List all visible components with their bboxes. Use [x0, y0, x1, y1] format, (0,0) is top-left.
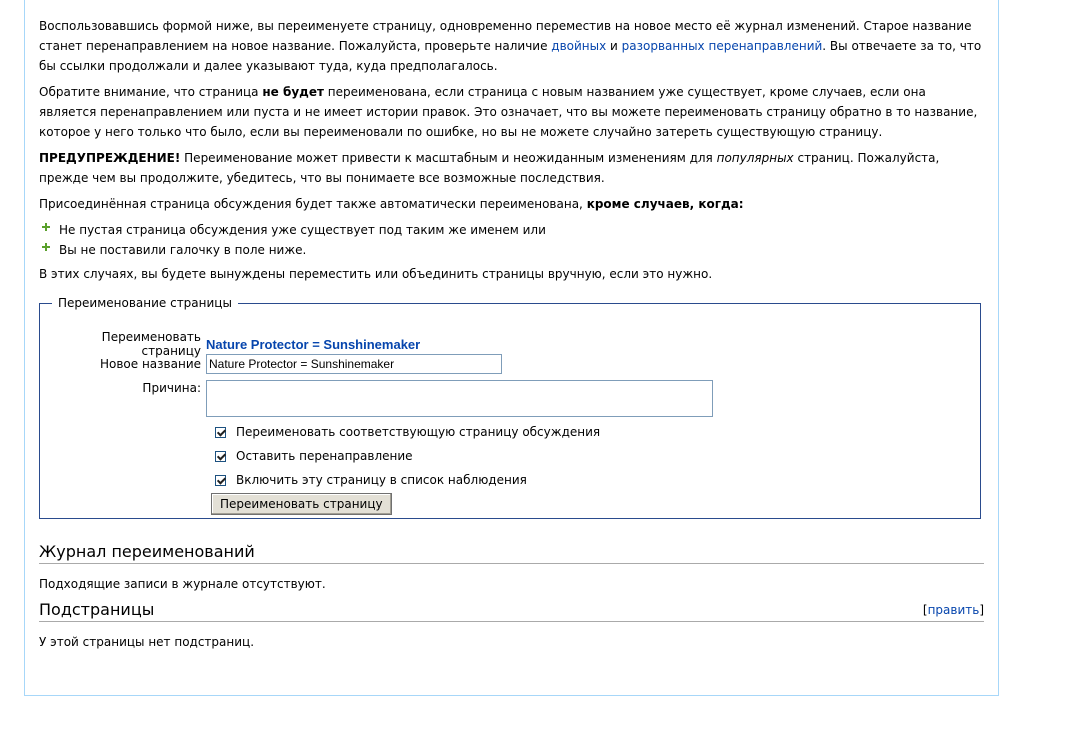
intro-text: и	[606, 39, 622, 53]
rename-talk-checkbox[interactable]	[215, 427, 226, 438]
rename-talk-checkbox-label[interactable]: Переименовать соответствующую страницу обсуждения	[236, 425, 601, 439]
warning-label: ПРЕДУПРЕЖДЕНИЕ!	[39, 151, 181, 165]
leave-redirect-checkbox-label[interactable]: Оставить перенаправление	[236, 449, 413, 463]
list-item	[39, 240, 984, 260]
intro-text: Обратите внимание, что страница	[39, 85, 263, 99]
content-border-bottom	[24, 695, 999, 696]
main-content	[39, 16, 984, 658]
current-page-link[interactable]: Nature Protector = Sunshinemaker	[206, 336, 421, 352]
reason-label: Причина:	[142, 381, 201, 395]
watch-checkbox[interactable]	[215, 475, 226, 486]
plus-bullet-icon	[42, 243, 50, 251]
rename-form	[39, 296, 981, 519]
double-redirects-link[interactable]: двойных	[551, 39, 607, 53]
list-item-text: Вы не поставили галочку в поле ниже.	[59, 243, 307, 257]
edit-section-link[interactable]: править	[927, 603, 980, 617]
intro-bold: кроме случаев, когда:	[586, 197, 744, 211]
content-border-right	[998, 0, 999, 696]
new-title-row	[40, 354, 502, 374]
watch-checkbox-row	[215, 473, 527, 487]
reason-textarea[interactable]	[206, 380, 713, 417]
intro-italic: популярных	[716, 151, 794, 165]
leave-redirect-checkbox[interactable]	[215, 451, 226, 462]
list-item	[39, 220, 984, 240]
intro-paragraph-2	[39, 82, 984, 142]
broken-redirects-link[interactable]: разорванных перенаправлений	[621, 39, 823, 53]
intro-bold: не будет	[262, 85, 324, 99]
leave-redirect-checkbox-row	[215, 449, 413, 463]
rename-page-button[interactable]: Переименовать страницу	[211, 493, 392, 515]
plus-bullet-icon	[42, 223, 50, 231]
intro-text: страниц. Пожалуйста, прежде чем вы продолжите, убедитесь, что вы понимаете все возможные последствия.	[39, 151, 940, 185]
edit-bracket-close: ]	[979, 603, 984, 617]
intro-text: Воспользовавшись формой ниже, вы переименуете страницу, одновременно переместив на новое место её журнал изменений. Старое название станет перенаправлением на новое название. Пожалуйста, проверьте наличие	[39, 19, 972, 53]
subpages-heading	[39, 600, 984, 622]
intro-text: переименована, если страница с новым названием уже существует, кроме случаев, если она является перенаправлением или пуста и не имеет истории правок. Это означает, что вы можете переименовать страницу обратно в то название, которое у него только что было, если вы переименовали по ошибке, но вы не можете случайно затереть существующую страницу.	[39, 85, 978, 139]
exception-list	[39, 220, 984, 260]
edit-section	[923, 603, 984, 617]
intro-paragraph-1	[39, 16, 984, 76]
intro-text: Переименование может привести к масштабным и неожиданным изменениям для	[180, 151, 717, 165]
intro-text: Присоединённая страница обсуждения будет также автоматически переименована,	[39, 197, 587, 211]
new-title-input[interactable]	[206, 354, 502, 374]
new-title-label: Новое название	[99, 357, 201, 371]
subpages-text: У этой страницы нет подстраниц.	[39, 635, 255, 649]
reason-row	[40, 380, 713, 417]
rename-page-label: Переименовать страницу	[101, 330, 201, 358]
move-log-heading	[39, 542, 984, 564]
manual-merge-paragraph: В этих случаях, вы будете вынуждены переместить или объединить страницы вручную, если это нужно.	[39, 267, 713, 281]
intro-text: . Вы отвечаете за то, что бы ссылки продолжали и далее указывают туда, куда предполагалось.	[39, 39, 982, 73]
rename-form-legend: Переименование страницы	[58, 296, 232, 310]
list-item-text: Не пустая страница обсуждения уже существует под таким же именем или	[59, 223, 546, 237]
warning-paragraph	[39, 148, 984, 188]
watch-checkbox-label[interactable]: Включить эту страницу в список наблюдения	[236, 473, 527, 487]
talk-page-paragraph	[39, 194, 984, 214]
rename-talk-checkbox-row	[215, 425, 600, 439]
edit-bracket-open: [	[922, 603, 928, 617]
subpages-heading-text: Подстраницы	[39, 600, 155, 619]
move-log-text: Подходящие записи в журнале отсутствуют.	[39, 577, 326, 591]
content-border-left	[24, 0, 25, 696]
move-log-heading-text: Журнал переименований	[39, 542, 255, 561]
